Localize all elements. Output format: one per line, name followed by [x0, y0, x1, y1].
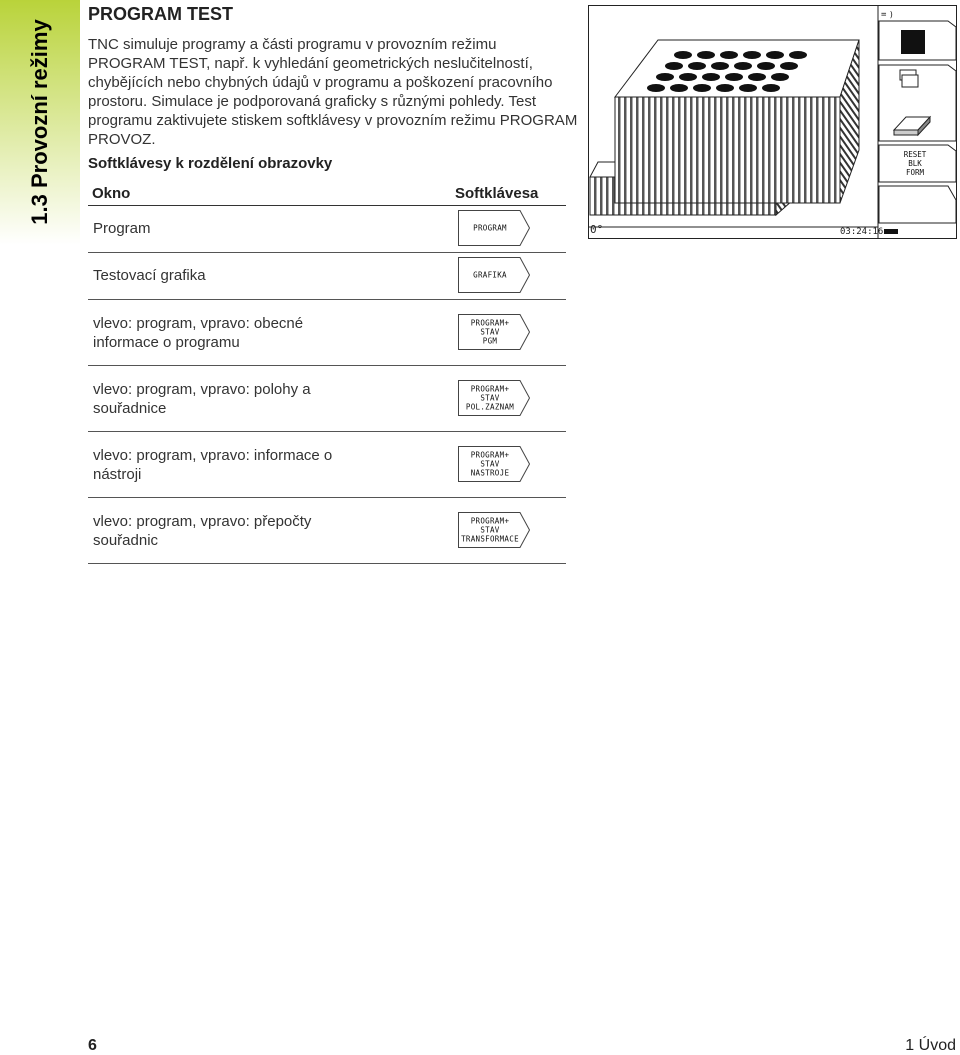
softkey-program-status-pgm[interactable] — [458, 314, 530, 350]
chapter-tab-label: 1.3 Provozní režimy — [27, 19, 52, 225]
svg-text:RESET: RESET — [903, 150, 927, 159]
table-row — [88, 366, 566, 432]
row-window-text: vlevo: program, vpravo: informace o nástroji — [93, 447, 333, 483]
softkey-label: PROGRAM+ STAV POL.ZAZNAM — [465, 384, 515, 412]
svg-text:BLK: BLK — [908, 159, 922, 168]
chapter-name: 1 Úvod — [905, 1037, 956, 1054]
screen-angle-readout: 0° — [590, 223, 604, 236]
tnc-screen-screenshot — [588, 5, 957, 239]
table-row — [88, 206, 566, 253]
softkey-table — [88, 184, 566, 564]
softkey-grafika[interactable] — [458, 257, 530, 293]
table-row — [88, 300, 566, 366]
row-window-text: vlevo: program, vpravo: obecné informace o programu — [93, 315, 304, 351]
softkey-label: PROGRAM — [473, 223, 507, 233]
softkey-program-status-tools[interactable] — [458, 446, 530, 482]
softkey-label: PROGRAM+ STAV TRANSFORMACE — [461, 516, 519, 544]
table-row — [88, 432, 566, 498]
softkey-program-status-transform[interactable] — [458, 512, 530, 548]
row-window-text: vlevo: program, vpravo: přepočty souřadnic — [93, 513, 312, 549]
row-window-text: Program — [93, 220, 151, 237]
row-window-text: Testovací grafika — [93, 267, 206, 284]
row-window-text: vlevo: program, vpravo: polohy a souřadnice — [93, 381, 311, 417]
softkey-label: GRAFIKA — [473, 270, 507, 280]
column-header-window: Okno — [92, 185, 131, 202]
svg-text:): ) — [889, 10, 894, 19]
screen-time-readout: 03:24:16 — [840, 227, 884, 237]
softkey-label: PROGRAM+ STAV PGM — [470, 318, 510, 346]
intro-paragraph: TNC simuluje programy a části programu v provozním režimu PROGRAM TEST, např. k vyhledání geometrických neslučitelností, chybějících nebo chybných údajů v programu a poškození pracovního prostoru. Simulace je podporovaná graficky s různými pohledy. Test programu zaktivujete stiskem softklávesy v provozním režimu PROGRAM PROVOZ. — [88, 36, 578, 148]
softkey-label: PROGRAM+ STAV NASTROJE — [470, 450, 510, 478]
section-title: PROGRAM TEST — [88, 4, 234, 24]
progress-indicator — [884, 229, 898, 234]
page-number: 6 — [88, 1037, 97, 1054]
table-header — [88, 184, 566, 206]
simulation-graphic — [588, 5, 957, 239]
softkey-program[interactable] — [458, 210, 530, 246]
column-header-softkey: Softklávesa — [455, 185, 539, 202]
svg-text:=: = — [881, 10, 887, 20]
softkey-program-status-positions[interactable] — [458, 380, 530, 416]
table-row — [88, 253, 566, 300]
svg-text:FORM: FORM — [905, 168, 925, 177]
chapter-tab — [0, 0, 80, 245]
table-row — [88, 498, 566, 564]
softkeys-heading: Softklávesy k rozdělení obrazovky — [88, 155, 333, 172]
